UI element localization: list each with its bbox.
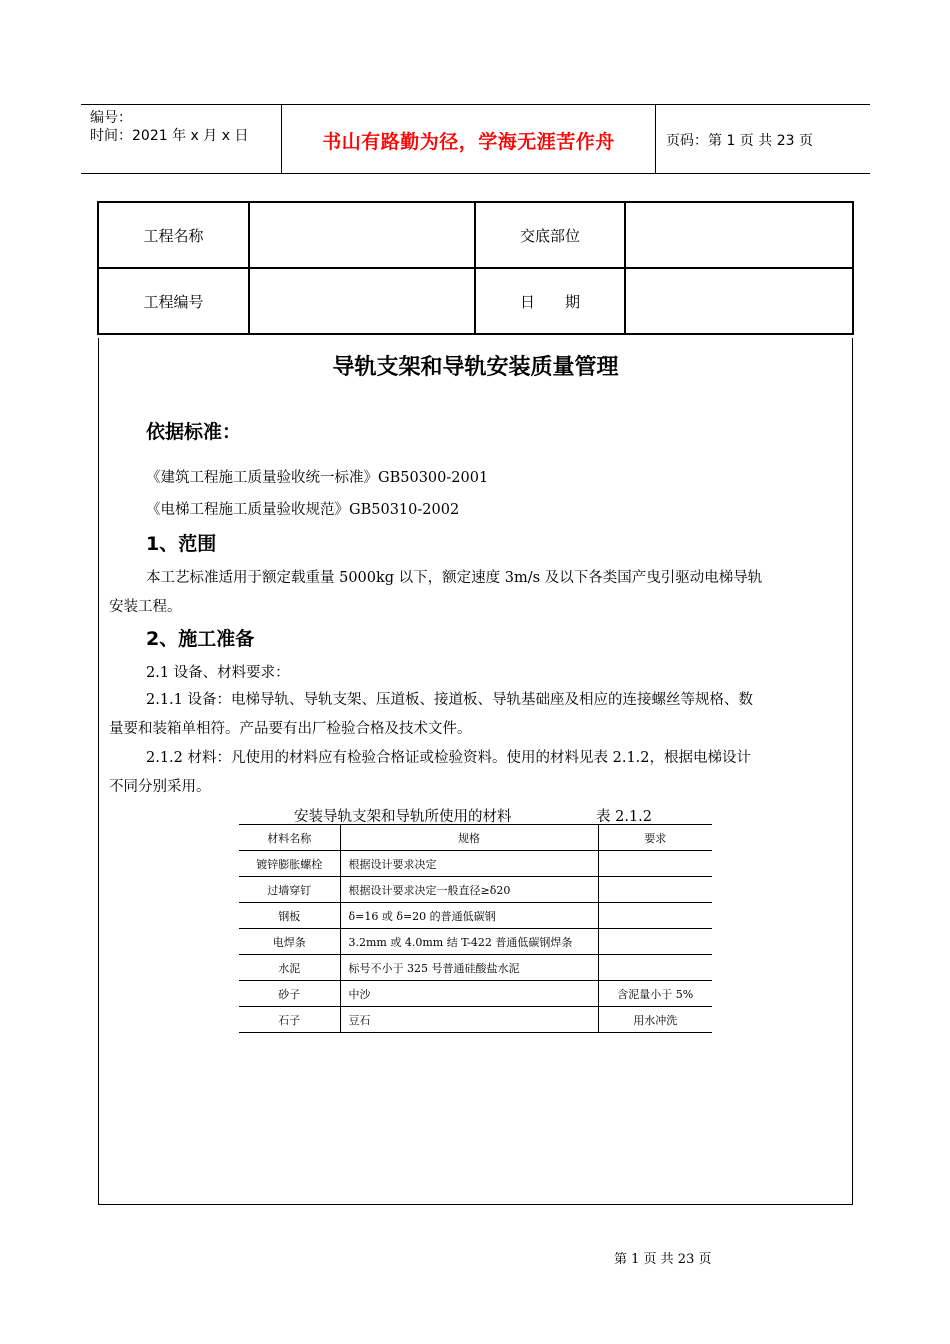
section-2-heading: 2、施工准备 bbox=[146, 628, 255, 650]
table-header-row bbox=[239, 825, 712, 851]
scope-line-1: 本工艺标准适用于额定载重量 5000kg 以下，额定速度 3m/s 及以下各类国产曳引驱动电梯导轨 bbox=[146, 570, 763, 586]
date-label: 日 期 bbox=[475, 268, 625, 334]
table-row bbox=[98, 268, 853, 334]
handover-part-value bbox=[625, 202, 853, 268]
project-name-label: 工程名称 bbox=[98, 202, 249, 268]
item-2-1-1-line-2: 量要和装箱单相符。产品要有出厂检验合格及技术文件。 bbox=[109, 721, 472, 737]
project-info-table bbox=[97, 201, 854, 335]
material-name: 石子 bbox=[239, 1007, 340, 1033]
materials-table-number: 表 2.1.2 bbox=[596, 809, 653, 825]
item-2-1-2-line-2: 不同分别采用。 bbox=[109, 779, 211, 795]
material-requirement bbox=[598, 851, 712, 877]
material-spec: 中沙 bbox=[340, 981, 598, 1007]
material-spec: 标号不小于 325 号普通硅酸盐水泥 bbox=[340, 955, 598, 981]
table-row bbox=[98, 202, 853, 268]
handover-part-label: 交底部位 bbox=[475, 202, 625, 268]
section-1-heading: 1、范围 bbox=[146, 533, 217, 555]
material-spec: δ=16 或 δ=20 的普通低碳钢 bbox=[340, 903, 598, 929]
table-row bbox=[239, 877, 712, 903]
material-name: 砂子 bbox=[239, 981, 340, 1007]
material-name: 电焊条 bbox=[239, 929, 340, 955]
header-motto: 书山有路勤为径，学海无涯苦作舟 bbox=[322, 131, 615, 153]
column-header: 材料名称 bbox=[239, 825, 340, 851]
page-footer: 第 1 页 共 23 页 bbox=[614, 1252, 712, 1267]
material-requirement: 含泥量小于 5% bbox=[598, 981, 712, 1007]
document-header bbox=[81, 104, 870, 174]
material-requirement bbox=[598, 877, 712, 903]
basis-heading: 依据标准： bbox=[146, 421, 242, 443]
table-row bbox=[239, 929, 712, 955]
document-number-label: 编号： bbox=[90, 110, 132, 126]
standard-2: 《电梯工程施工质量验收规范》GB50310-2002 bbox=[146, 502, 460, 518]
material-spec: 3.2mm 或 4.0mm 结 T-422 普通低碳钢焊条 bbox=[340, 929, 598, 955]
item-2-1-1-line-1: 2.1.1 设备：电梯导轨、导轨支架、压道板、接道板、导轨基础座及相应的连接螺丝等规格、数 bbox=[146, 692, 753, 708]
material-requirement bbox=[598, 903, 712, 929]
material-spec: 根据设计要求决定一般直径≥δ20 bbox=[340, 877, 598, 903]
material-requirement: 用水冲洗 bbox=[598, 1007, 712, 1033]
material-name: 镀锌膨胀螺栓 bbox=[239, 851, 340, 877]
content-frame bbox=[98, 338, 853, 1205]
project-number-value bbox=[249, 268, 475, 334]
header-divider bbox=[655, 105, 656, 173]
material-spec: 根据设计要求决定 bbox=[340, 851, 598, 877]
material-spec: 豆石 bbox=[340, 1007, 598, 1033]
material-requirement bbox=[598, 929, 712, 955]
column-header: 要求 bbox=[598, 825, 712, 851]
header-page-number: 页码：第 1 页 共 23 页 bbox=[666, 133, 813, 149]
table-row bbox=[239, 903, 712, 929]
item-2-1-2-line-1: 2.1.2 材料：凡使用的材料应有检验合格证或检验资料。使用的材料见表 2.1.2，根据电梯设计 bbox=[146, 750, 752, 766]
materials-table-title: 安装导轨支架和导轨所使用的材料 bbox=[294, 809, 512, 825]
document-time-label: 时间：2021 年 x 月 x 日 bbox=[90, 128, 249, 144]
table-row bbox=[239, 981, 712, 1007]
project-number-label: 工程编号 bbox=[98, 268, 249, 334]
document-title: 导轨支架和导轨安装质量管理 bbox=[332, 355, 619, 380]
material-requirement bbox=[598, 955, 712, 981]
standard-1: 《建筑工程施工质量验收统一标准》GB50300-2001 bbox=[146, 470, 489, 486]
item-2-1: 2.1 设备、材料要求： bbox=[146, 665, 290, 681]
material-name: 过墙穿钉 bbox=[239, 877, 340, 903]
column-header: 规格 bbox=[340, 825, 598, 851]
project-name-value bbox=[249, 202, 475, 268]
materials-table bbox=[239, 824, 712, 1033]
table-row bbox=[239, 1007, 712, 1033]
header-meta bbox=[90, 109, 248, 145]
material-name: 钢板 bbox=[239, 903, 340, 929]
table-row bbox=[239, 955, 712, 981]
date-value bbox=[625, 268, 853, 334]
scope-line-2: 安装工程。 bbox=[109, 599, 182, 615]
material-name: 水泥 bbox=[239, 955, 340, 981]
materials-table-caption bbox=[294, 805, 653, 826]
table-row bbox=[239, 851, 712, 877]
